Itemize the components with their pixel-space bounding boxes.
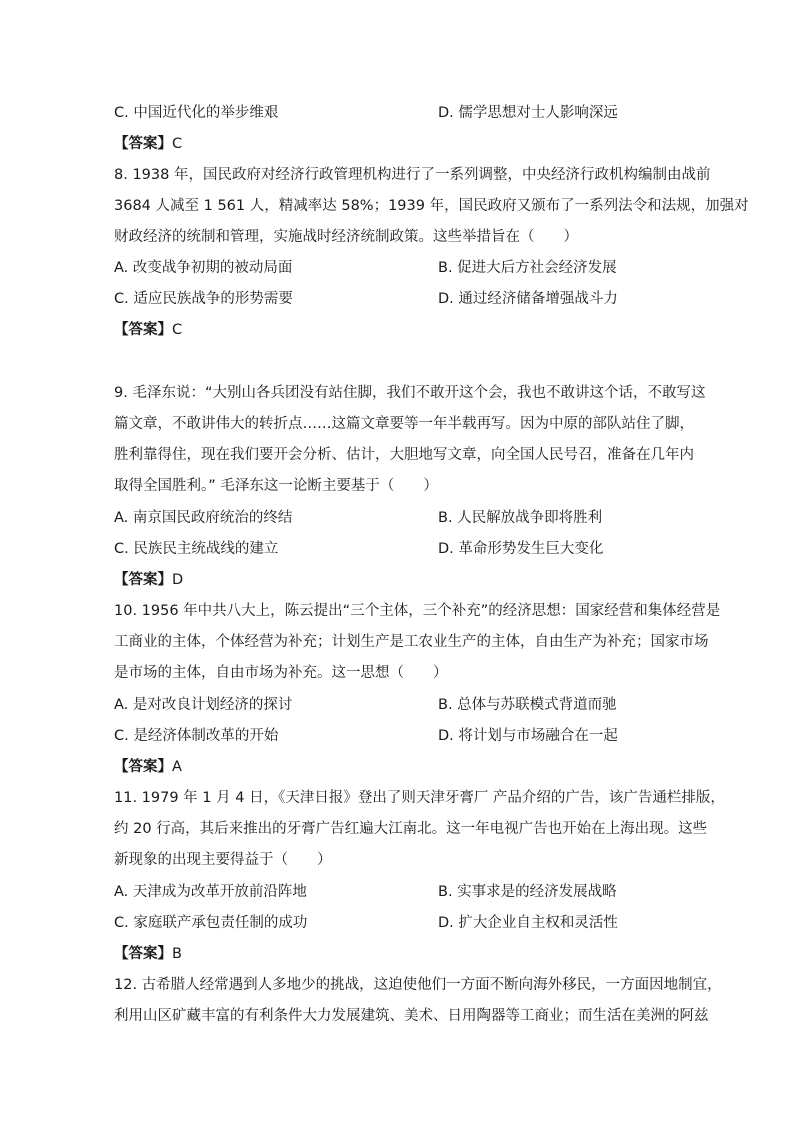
q11-option-c: C. 家庭联产承包责任制的成功 — [114, 915, 308, 931]
q7-option-d: D. 儒学思想对士人影响深远 — [438, 105, 618, 121]
answer-value: C — [172, 136, 183, 152]
q9-option-b: B. 人民解放战争即将胜利 — [438, 510, 603, 526]
q12-stem-line-2: 利用山区矿藏丰富的有利条件大力发展建筑、美术、日用陶器等工商业；而生活在美洲的阿兹 — [114, 1008, 709, 1024]
q9-stem-line-3: 胜利靠得住，现在我们要开会分析、估计，大胆地写文章，向全国人民号召，准备在几年内 — [114, 447, 694, 463]
q9-option-d: D. 革命形势发生巨大变化 — [438, 541, 604, 557]
q10-option-a: A. 是对改良计划经济的探讨 — [114, 697, 293, 713]
answer-label: 【答案】 — [114, 759, 172, 775]
answer-label: 【答案】 — [114, 946, 172, 962]
q11-option-d: D. 扩大企业自主权和灵活性 — [438, 915, 618, 931]
q9-option-a: A. 南京国民政府统治的终结 — [114, 510, 293, 526]
q9-stem-line-2: 篇文章，不敢讲伟大的转折点……这篇文章要等一年半载再写。因为中原的部队站住了脚， — [114, 416, 694, 432]
answer-value: B — [172, 946, 182, 962]
q9-option-c: C. 民族民主统战线的建立 — [114, 541, 279, 557]
q8-option-b: B. 促进大后方社会经济发展 — [438, 260, 617, 276]
answer-value: C — [172, 322, 183, 338]
q10-option-b: B. 总体与苏联模式背道而驰 — [438, 697, 617, 713]
q8-option-c: C. 适应民族战争的形势需要 — [114, 291, 293, 307]
q11-stem-line-1: 11. 1979 年 1 月 4 日，《天津日报》登出了则天津牙膏厂 产品介绍的广告，该广告通栏排版， — [114, 790, 725, 806]
q8-stem-line-2: 3684 人减至 1 561 人，精减率达 58%；1939 年，国民政府又颁布了一系列法令和法规，加强对 — [114, 198, 749, 214]
q10-answer — [114, 757, 182, 777]
q8-option-a: A. 改变战争初期的被动局面 — [114, 260, 293, 276]
q10-stem-line-1: 10. 1956 年中共八大上，陈云提出“三个主体，三个补充”的经济思想：国家经营和集体经营是 — [114, 603, 721, 619]
q7-answer — [114, 134, 182, 154]
q9-stem-line-1: 9. 毛泽东说：“大别山各兵团没有站住脚，我们不敢开这个会，我也不敢讲这个话，不敢写这 — [114, 385, 706, 401]
q11-option-b: B. 实事求是的经济发展战略 — [438, 884, 617, 900]
q11-stem-line-3: 新现象的出现主要得益于（ ） — [114, 852, 332, 868]
answer-label: 【答案】 — [114, 572, 172, 588]
q11-answer — [114, 944, 182, 964]
answer-value: D — [172, 572, 184, 588]
q11-stem-line-2: 约 20 行高，其后来推出的牙膏广告红遍大江南北。这一年电视广告也开始在上海出现。这些 — [114, 821, 708, 837]
q9-answer — [114, 570, 183, 590]
q9-stem-line-4: 取得全国胜利。” 毛泽东这一论断主要基于（ ） — [114, 478, 438, 494]
answer-label: 【答案】 — [114, 322, 172, 338]
q8-stem-line-3: 财政经济的统制和管理，实施战时经济统制政策。这些举措旨在（ ） — [114, 229, 578, 245]
q10-stem-line-3: 是市场的主体，自由市场为补充。这一思想（ ） — [114, 665, 448, 681]
q10-option-c: C. 是经济体制改革的开始 — [114, 728, 279, 744]
q7-option-c: C. 中国近代化的举步维艰 — [114, 105, 279, 121]
q12-stem-line-1: 12. 古希腊人经常遇到人多地少的挑战，这迫使他们一方面不断向海外移民，一方面因地制宜， — [114, 977, 722, 993]
q10-option-d: D. 将计划与市场融合在一起 — [438, 728, 618, 744]
q10-stem-line-2: 工商业的主体，个体经营为补充；计划生产是工农业生产的主体，自由生产为补充；国家市场 — [114, 634, 709, 650]
q8-stem-line-1: 8. 1938 年，国民政府对经济行政管理机构进行了一系列调整，中央经济行政机构编制由战前 — [114, 167, 711, 183]
answer-value: A — [172, 759, 182, 775]
q8-option-d: D. 通过经济储备增强战斗力 — [438, 291, 618, 307]
q8-answer — [114, 320, 182, 340]
answer-label: 【答案】 — [114, 136, 172, 152]
q11-option-a: A. 天津成为改革开放前沿阵地 — [114, 884, 307, 900]
